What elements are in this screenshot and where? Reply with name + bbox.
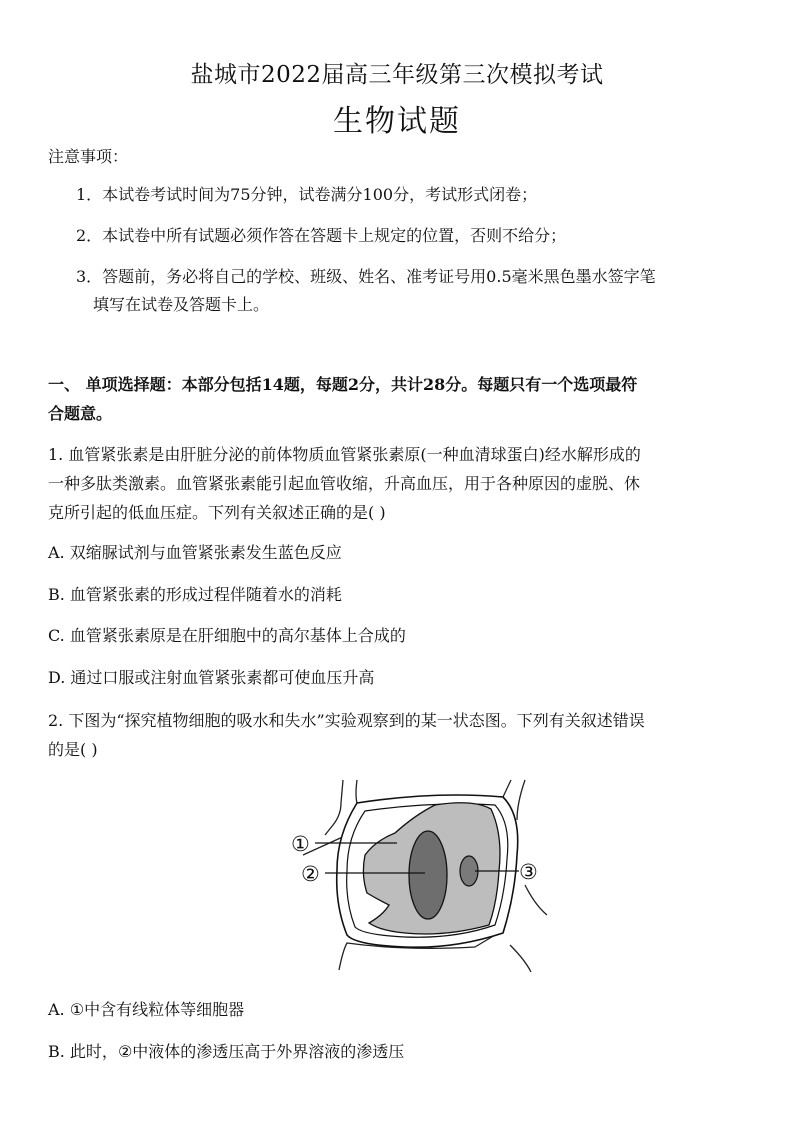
question-1-stem-2: 一种多肽类激素。血管紧张素能引起血管收缩，升高血压，用于各种原因的虚脱、休 [48, 474, 641, 493]
option-b-text: 中液体的渗透压高于外界溶液的渗透压 [132, 1042, 405, 1061]
figure-label-2: ② [301, 862, 320, 886]
figure-label-3: ③ [519, 860, 538, 884]
question-1-option-a: A. 双缩脲试剂与血管紧张素发生蓝色反应 [48, 543, 342, 562]
question-2-option-b [48, 1039, 404, 1062]
option-b-prefix: B. 此时， [48, 1042, 118, 1061]
option-a-circle: ① [69, 1000, 85, 1019]
option-a-prefix: A. [48, 1000, 70, 1019]
figure-label-1: ① [291, 832, 310, 856]
notice-heading: 注意事项： [48, 147, 129, 166]
question-1-option-b: B. 血管紧张素的形成过程伴随着水的消耗 [48, 585, 342, 604]
question-2-stem-2: 的是( ) [48, 740, 98, 759]
option-a-text: 中含有线粒体等细胞器 [84, 1000, 245, 1019]
option-b-circle: ② [117, 1042, 133, 1061]
section-heading-cont: 合题意。 [48, 404, 113, 423]
question-2-option-a [48, 997, 244, 1020]
notice-item-3-cont: 填写在试卷及答题卡上。 [93, 295, 270, 314]
vacuole [409, 831, 447, 919]
question-1-stem: 1. 血管紧张素是由肝脏分泌的前体物质血管紧张素原(一种血清球蛋白)经水解形成的 [48, 445, 641, 464]
question-1-option-c: C. 血管紧张素原是在肝细胞中的高尔基体上合成的 [48, 626, 406, 645]
plant-cell-figure [285, 775, 555, 975]
subject-title: 生物试题 [333, 104, 461, 139]
exam-title: 盐城市2022届高三年级第三次模拟考试 [190, 62, 604, 88]
section-heading: 一、 单项选择题：本部分包括14题，每题2分，共计28分。每题只有一个选项最符 [48, 375, 638, 394]
question-1-option-d: D. 通过口服或注射血管紧张素都可使血压升高 [48, 668, 375, 687]
notice-item-3: 3．答题前，务必将自己的学校、班级、姓名、准考证号用0.5毫米黑色墨水签字笔 [76, 267, 656, 286]
notice-item-1: 1．本试卷考试时间为75分钟，试卷满分100分，考试形式闭卷； [76, 185, 538, 204]
question-1-stem-3: 克所引起的低血压症。下列有关叙述正确的是( ) [48, 503, 386, 522]
question-2-stem: 2. 下图为“探究植物细胞的吸水和失水”实验观察到的某一状态图。下列有关叙述错误 [48, 711, 645, 730]
notice-item-2: 2．本试卷中所有试题必须作答在答题卡上规定的位置，否则不给分； [76, 226, 567, 245]
